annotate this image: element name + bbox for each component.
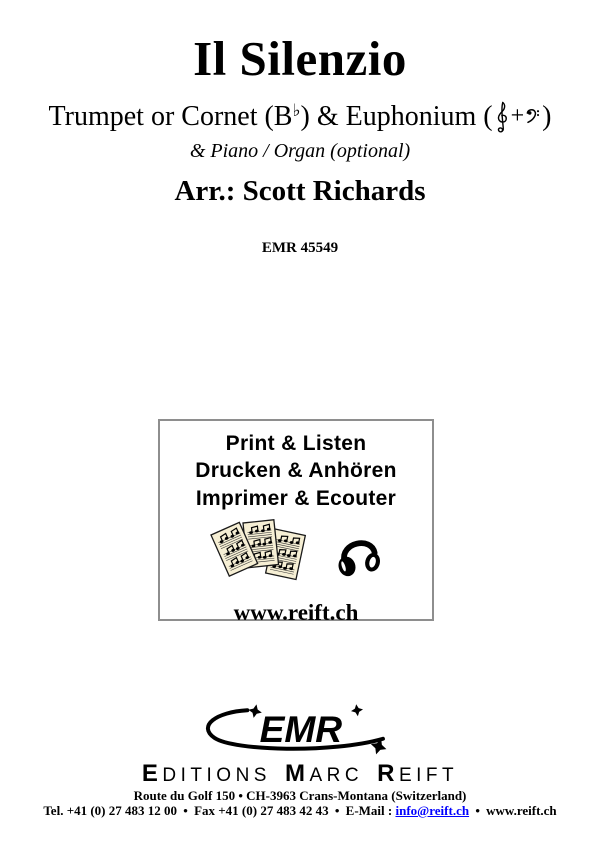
emr-logo-text: EMR [259, 708, 343, 751]
instrumentation-close: ) [542, 101, 552, 132]
headphones-icon [335, 535, 383, 579]
bullet-separator: • [183, 803, 188, 818]
promo-line-english: Print & Listen [225, 432, 367, 455]
publisher-initial-m: M [284, 760, 310, 787]
publisher-initial-e: E [141, 760, 163, 787]
bullet-separator: • [475, 803, 480, 818]
publisher-word-marc [284, 760, 364, 787]
sheet-music-pages-icon [209, 519, 313, 595]
bass-clef-icon [526, 108, 540, 124]
bullet-separator: • [334, 803, 340, 818]
promo-icons-row [160, 519, 432, 595]
arranger-line: Arr.: Scott Richards [174, 175, 426, 207]
publisher-rest-arc: ARC [309, 765, 364, 786]
promo-line-german: Drucken & Anhören [195, 459, 397, 483]
instrumentation-part2: ) & Euphonium ( [300, 101, 493, 132]
publisher-initial-r: R [377, 760, 399, 787]
publisher-word-reift [377, 760, 459, 787]
publisher-contact-line [0, 803, 600, 819]
publisher-rest-eift: EIFT [398, 765, 459, 786]
emr-logo-graphic [192, 703, 408, 759]
plus-sign: + [510, 103, 525, 129]
publisher-name [0, 760, 600, 788]
publisher-address: Route du Golf 150 • CH-3963 Crans-Montana (Switzerland) [133, 788, 467, 803]
print-listen-box [158, 419, 434, 625]
promo-website: www.reift.ch [233, 599, 359, 625]
contact-fax: Fax +41 (0) 27 483 42 43 [194, 803, 329, 818]
contact-tel: Tel. +41 (0) 27 483 12 00 [43, 803, 178, 818]
catalog-number: EMR 45549 [261, 240, 339, 256]
logo-star-top-right-icon [350, 703, 364, 717]
publisher-word-editions [141, 760, 271, 787]
email-link[interactable]: info@reift.ch [395, 803, 470, 818]
optional-parts-line: & Piano / Organ (optional) [189, 140, 411, 162]
page-title: Il Silenzio [193, 31, 407, 86]
promo-line-french: Imprimer & Ecouter [195, 486, 397, 510]
instrumentation-line [0, 100, 600, 134]
contact-email-label: E-Mail : [345, 803, 393, 818]
emr-logo [192, 703, 408, 764]
publisher-rest-ditions: DITIONS [162, 765, 271, 786]
contact-website: www.reift.ch [486, 803, 557, 818]
instrumentation-part1: Trumpet or Cornet (B [48, 101, 293, 132]
flat-sign: ♭ [292, 101, 301, 121]
treble-clef-icon [494, 100, 510, 134]
